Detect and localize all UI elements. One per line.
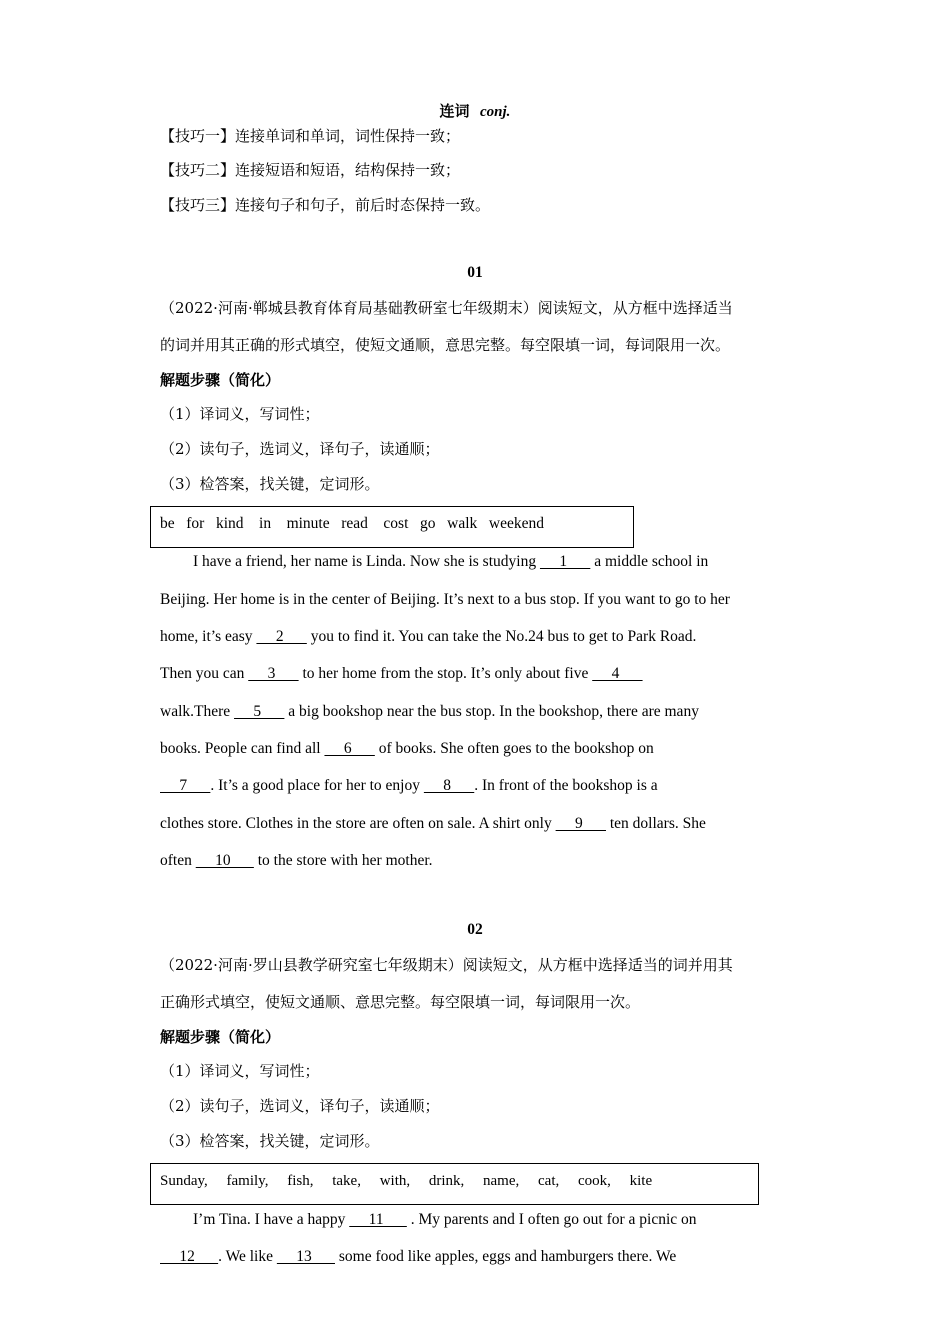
tip-3: 【技巧三】连接句子和句子，前后时态保持一致。 — [160, 196, 491, 214]
q2-word-list: Sunday, family, fish, take, with, drink, name, cat, cook, kite — [160, 1173, 653, 1189]
title-cn: 连词 — [439, 102, 470, 120]
q1-line-7 — [160, 776, 658, 796]
blank-6[interactable]: 6 — [324, 740, 375, 757]
text: you to find it. You can take the No.24 bus to get to Park Road. — [306, 628, 697, 645]
blank-12[interactable]: 12 — [160, 1248, 219, 1265]
q1-word-list: be for kind in minute read cost go walk weekend — [160, 515, 544, 532]
text: of books. She often goes to the bookshop on — [374, 740, 654, 757]
text: ten dollars. She — [605, 815, 706, 832]
q1-step-3: （3）检答案，找关键，定词形。 — [160, 475, 380, 493]
text: to her home from the stop. It’s only about five — [298, 665, 589, 682]
blank-13[interactable]: 13 — [276, 1248, 335, 1265]
text: . My parents and I often go out for a picnic on — [406, 1211, 697, 1228]
blank-4[interactable]: 4 — [592, 665, 643, 682]
question-number-01: 01 — [467, 264, 483, 281]
blank-10[interactable]: 10 — [195, 852, 254, 869]
blank-1[interactable]: 1 — [539, 553, 591, 570]
blank-5[interactable]: 5 — [234, 703, 285, 720]
text: . We like — [218, 1248, 273, 1265]
q1-step-2: （2）读句子，选词义，译句子，读通顺； — [160, 440, 440, 458]
q1-line-2 — [160, 590, 730, 610]
text: often — [160, 852, 192, 869]
title-en: conj. — [480, 104, 511, 120]
text: books. People can find all — [160, 740, 321, 757]
text: Beijing. Her home is in the center of Beijing. It’s next to a bus stop. If you want to go to her — [160, 591, 730, 608]
text: walk.There — [160, 703, 231, 720]
q2-steps-title: 解题步骤（简化） — [160, 1028, 281, 1046]
blank-11[interactable]: 11 — [349, 1211, 407, 1228]
page-title — [0, 101, 950, 122]
text: . In front of the bookshop is a — [474, 777, 658, 794]
text: I have a friend, her name is Linda. Now she is studying — [193, 553, 537, 570]
q1-steps-title: 解题步骤（简化） — [160, 371, 281, 389]
q2-intro-line2: 正确形式填空，使短文通顺、意思完整。每空限填一词，每词限用一次。 — [160, 993, 641, 1011]
text: . It’s a good place for her to enjoy — [210, 777, 420, 794]
text: I’m Tina. I have a happy — [193, 1211, 346, 1228]
text: to the store with her mother. — [253, 852, 433, 869]
q2-step-2: （2）读句子，选词义，译句子，读通顺； — [160, 1097, 440, 1115]
blank-3[interactable]: 3 — [248, 665, 299, 682]
q2-line-2 — [160, 1247, 676, 1267]
tip-2: 【技巧二】连接短语和短语，结构保持一致； — [160, 161, 461, 179]
q1-line-1 — [193, 552, 708, 572]
blank-8[interactable]: 8 — [423, 777, 475, 794]
q1-intro-line2: 的词并用其正确的形式填空，使短文通顺，意思完整。每空限填一词，每词限用一次。 — [160, 336, 731, 354]
question-number-02: 02 — [467, 921, 483, 938]
q1-line-6 — [160, 739, 654, 759]
q2-line-1 — [193, 1210, 697, 1230]
tip-1: 【技巧一】连接单词和单词，词性保持一致； — [160, 127, 461, 145]
text: clothes store. Clothes in the store are often on sale. A shirt only — [160, 815, 552, 832]
q1-line-8 — [160, 814, 706, 834]
blank-7[interactable]: 7 — [160, 777, 211, 794]
q1-line-4 — [160, 664, 643, 684]
text: home, it’s easy — [160, 628, 253, 645]
q2-intro-line1: （2022·河南·罗山县教学研究室七年级期末）阅读短文，从方框中选择适当的词并用其 — [160, 956, 733, 974]
blank-9[interactable]: 9 — [555, 815, 606, 832]
q1-line-3 — [160, 627, 696, 647]
text: a middle school in — [590, 553, 709, 570]
q2-step-3: （3）检答案，找关键，定词形。 — [160, 1132, 380, 1150]
blank-2[interactable]: 2 — [256, 628, 307, 645]
text: Then you can — [160, 665, 245, 682]
q2-step-1: （1）译词义，写词性； — [160, 1062, 320, 1080]
q1-intro-line1: （2022·河南·郸城县教育体育局基础教研室七年级期末）阅读短文，从方框中选择适当 — [160, 299, 733, 317]
q1-step-1: （1）译词义，写词性； — [160, 405, 320, 423]
text: a big bookshop near the bus stop. In the bookshop, there are many — [284, 703, 699, 720]
text: some food like apples, eggs and hamburgers there. We — [334, 1248, 677, 1265]
q1-line-9 — [160, 851, 433, 871]
q1-line-5 — [160, 702, 699, 722]
